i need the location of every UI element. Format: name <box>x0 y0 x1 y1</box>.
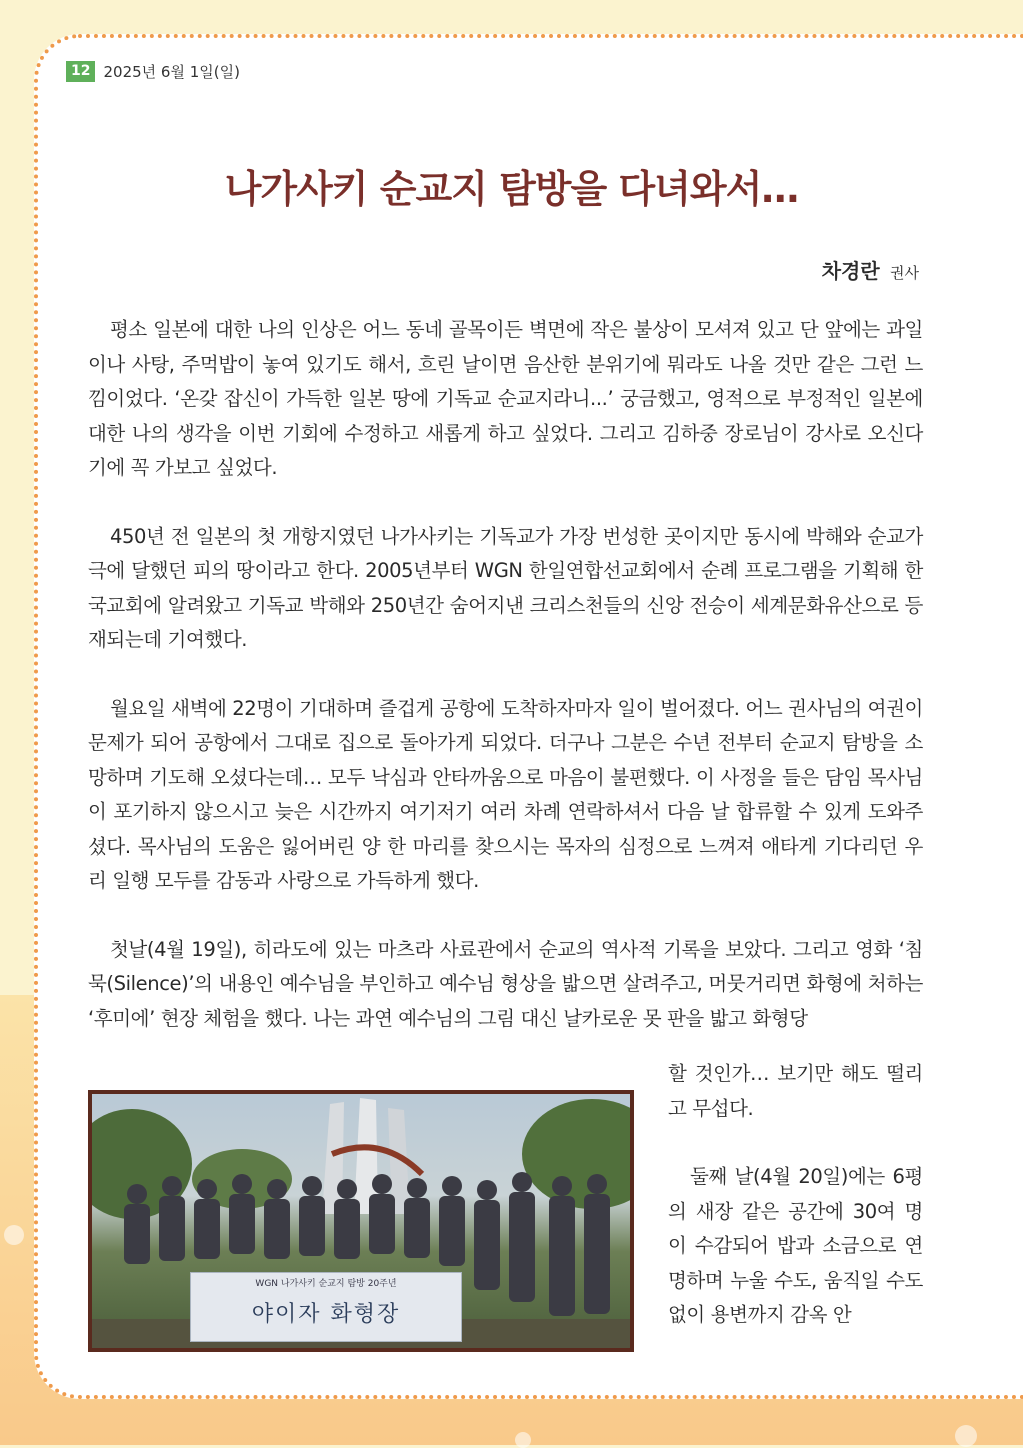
background-dot <box>955 1425 977 1447</box>
article-paragraph: 첫날(4월 19일), 히라도에 있는 마츠라 사료관에서 순교의 역사적 기록을 보았다. 그리고 영화 ‘침묵(Silence)’의 내용인 예수님을 부인하고 예수님 형상을 밟으면 살려주고, 머뭇거리면 화형에 처하는 ‘후미에’ 현장 체험을 했다. 나는 과연 예수님의 그림 대신 날카로운 못 판을 밟고 화형당 <box>88 937 923 1030</box>
article-paragraph: 할 것인가… 보기만 해도 떨리고 무섭다. <box>668 1062 923 1120</box>
article-paragraph: 평소 일본에 대한 나의 인상은 어느 동네 골목이든 벽면에 작은 불상이 모셔져 있고 단 앞에는 과일이나 사탕, 주먹밥이 놓여 있기도 해서, 흐린 날이면 음산한 분위기에 뭐라도 나올 것만 같은 그런 느낌이었다. ‘온갖 잡신이 가득한 일본 땅에 기독교 순교지라니...’ 궁금했고, 영적으로 부정적인 일본에 대한 나의 생각을 이번 기회에 수정하고 새롭게 하고 싶었다. 그리고 김하중 장로님이 강사로 오신다기에 꼭 가보고 싶었다. <box>88 318 923 479</box>
banner-subtitle: WGN 나가사키 순교지 탐방 20주년 <box>255 1279 397 1289</box>
issue-date: 2025년 6월 1일(일) <box>103 62 240 81</box>
background-dot <box>4 1225 24 1245</box>
article-paragraph: 450년 전 일본의 첫 개항지였던 나가사키는 기독교가 가장 번성한 곳이지만 동시에 박해와 순교가 극에 달했던 피의 땅이라고 한다. 2005년부터 WGN 한일연합선교회에서 순례 프로그램을 기획해 한국교회에 알려왔고 기독교 박해와 250년간 숨어지낸 크리스천들의 신앙 전승이 세계문화유산으로 등재되는데 기여했다. <box>88 524 923 651</box>
author-name: 차경란 <box>821 259 880 283</box>
banner-title: 야이자 화형장 <box>251 1302 401 1327</box>
article-paragraph: 둘째 날(4월 20일)에는 6평의 새장 같은 공간에 30여 명이 수감되어 밥과 소금으로 연명하며 누울 수도, 움직일 수도 없이 용변까지 감옥 안 <box>668 1165 923 1326</box>
article-body <box>88 313 923 1070</box>
page-number: 12 <box>66 61 95 82</box>
background-dot <box>515 1432 531 1448</box>
group-photo-banner <box>190 1272 462 1342</box>
article-paragraph: 월요일 새벽에 22명이 기대하며 즐겁게 공항에 도착하자마자 일이 벌어졌다. 어느 권사님의 여권이 문제가 되어 공항에서 그대로 집으로 돌아가게 되었다. 더구나 그분은 수년 전부터 순교지 탐방을 소망하며 기도해 오셨다는데… 모두 낙심과 안타까움으로 마음이 불편했다. 이 사정을 들은 담임 목사님이 포기하지 않으시고 늦은 시간까지 여기저기 여러 차례 연락하셔서 다음 날 합류할 수 있게 도와주셨다. 목사님의 도움은 잃어버린 양 한 마리를 찾으시는 목자의 심정으로 느껴져 애타게 기다리던 우리 일행 모두를 감동과 사랑으로 가득하게 했다. <box>88 696 923 892</box>
article-byline <box>822 255 919 284</box>
author-role: 권사 <box>890 264 919 282</box>
group-photo <box>88 1090 634 1352</box>
article-side-column <box>668 1057 923 1367</box>
article-title: 나가사키 순교지 탐방을 다녀와서… <box>224 167 799 211</box>
page-header <box>66 60 240 82</box>
